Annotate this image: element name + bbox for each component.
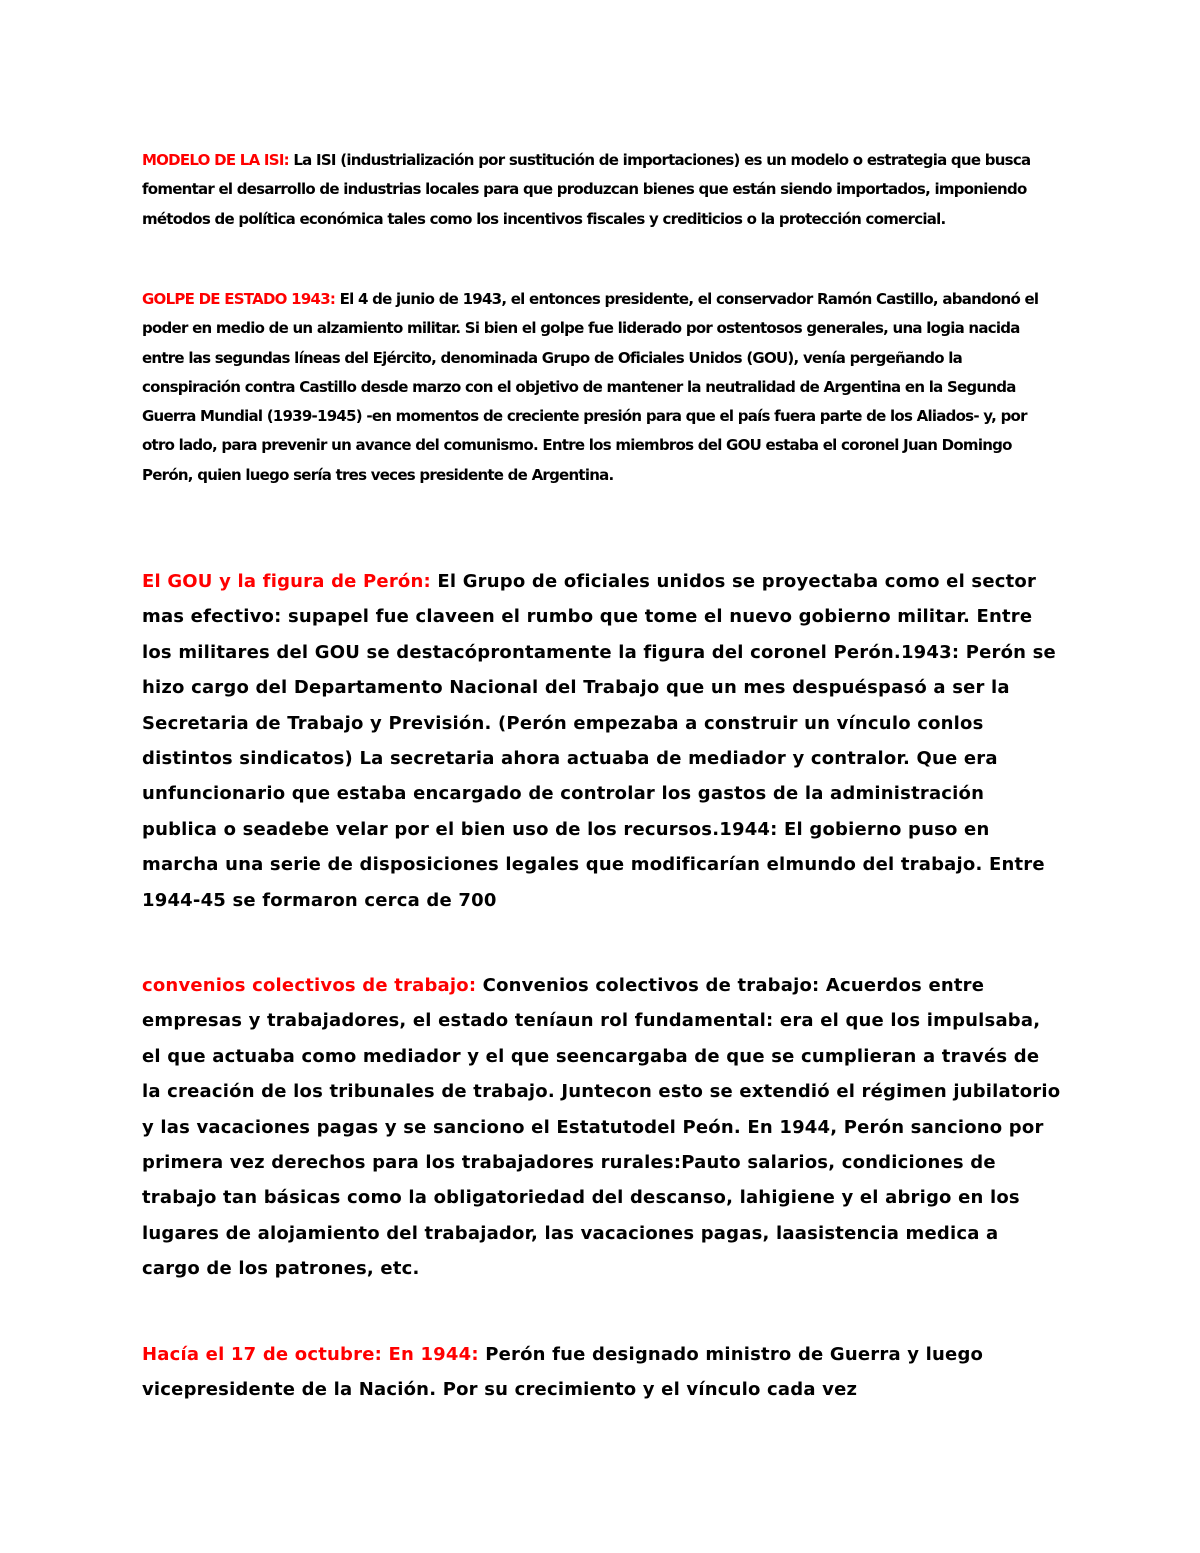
paragraph-17-octubre: [142, 1337, 1062, 1408]
heading-17-octubre: Hacía el 17 de octubre: En 1944:: [142, 1344, 479, 1365]
heading-golpe-1943: GOLPE DE ESTADO 1943:: [142, 290, 336, 308]
paragraph-gou-peron: [142, 564, 1062, 918]
body-gou-peron: El Grupo de oficiales unidos se proyectaba como el sector mas efectivo: supapel fue claveen el rumbo que tome el nuevo gobierno militar. Entre los militares del GOU se destacóprontamente la figura del coronel Perón.1943: Perón se hizo cargo del Departamento Nacional del Trabajo que un mes despuéspasó a ser la Secretaria de Trabajo y Previsión. (Perón empezaba a construir un vínculo conlos distintos sindicatos) La secretaria ahora actuaba de mediador y contralor. Que era unfuncionario que estaba encargado de controlar los gastos de la administración publica o seadebe velar por el bien uso de los recursos.1944: El gobierno puso en marcha una serie de disposiciones legales que modificarían elmundo del trabajo. Entre 1944-45 se formaron cerca de 700: [142, 571, 1056, 911]
heading-convenios: convenios colectivos de trabajo:: [142, 975, 477, 996]
heading-gou-peron: El GOU y la figura de Perón:: [142, 571, 431, 592]
paragraph-golpe-1943: [142, 285, 1062, 490]
paragraph-modelo-isi: [142, 146, 1062, 234]
body-modelo-isi: La ISI (industrialización por sustitución de importaciones) es un modelo o estrategia que busca fomentar el desarrollo de industrias locales para que produzcan bienes que están siendo importados, imponiendo métodos de política económica tales como los incentivos fiscales y crediticios o la protección comercial.: [142, 151, 1031, 228]
heading-modelo-isi: MODELO DE LA ISI:: [142, 151, 289, 169]
body-golpe-1943: El 4 de junio de 1943, el entonces presidente, el conservador Ramón Castillo, abandonó el poder en medio de un alzamiento militar. Si bien el golpe fue liderado por ostentosos generales, una logia nacida entre las segundas líneas del Ejército, denominada Grupo de Oficiales Unidos (GOU), venía pergeñando la conspiración contra Castillo desde marzo con el objetivo de mantener la neutralidad de Argentina en la Segunda Guerra Mundial (1939-1945) -en momentos de creciente presión para que el país fuera parte de los Aliados- y, por otro lado, para prevenir un avance del comunismo. Entre los miembros del GOU estaba el coronel Juan Domingo Perón, quien luego sería tres veces presidente de Argentina.: [142, 290, 1039, 484]
paragraph-convenios: [142, 968, 1062, 1287]
body-convenios: Convenios colectivos de trabajo: Acuerdos entre empresas y trabajadores, el estado teníaun rol fundamental: era el que los impulsaba, el que actuaba como mediador y el que seencargaba de que se cumplieran a través de la creación de los tribunales de trabajo. Juntecon esto se extendió el régimen jubilatorio y las vacaciones pagas y se sanciono el Estatutodel Peón. En 1944, Perón sanciono por primera vez derechos para los trabajadores rurales:Pauto salarios, condiciones de trabajo tan básicas como la obligatoriedad del descanso, lahigiene y el abrigo en los lugares de alojamiento del trabajador, las vacaciones pagas, laasistencia medica a cargo de los patrones, etc.: [142, 975, 1061, 1280]
body-17-octubre: Perón fue designado ministro de Guerra y luego vicepresidente de la Nación. Por su crecimiento y el vínculo cada vez: [142, 1344, 984, 1401]
